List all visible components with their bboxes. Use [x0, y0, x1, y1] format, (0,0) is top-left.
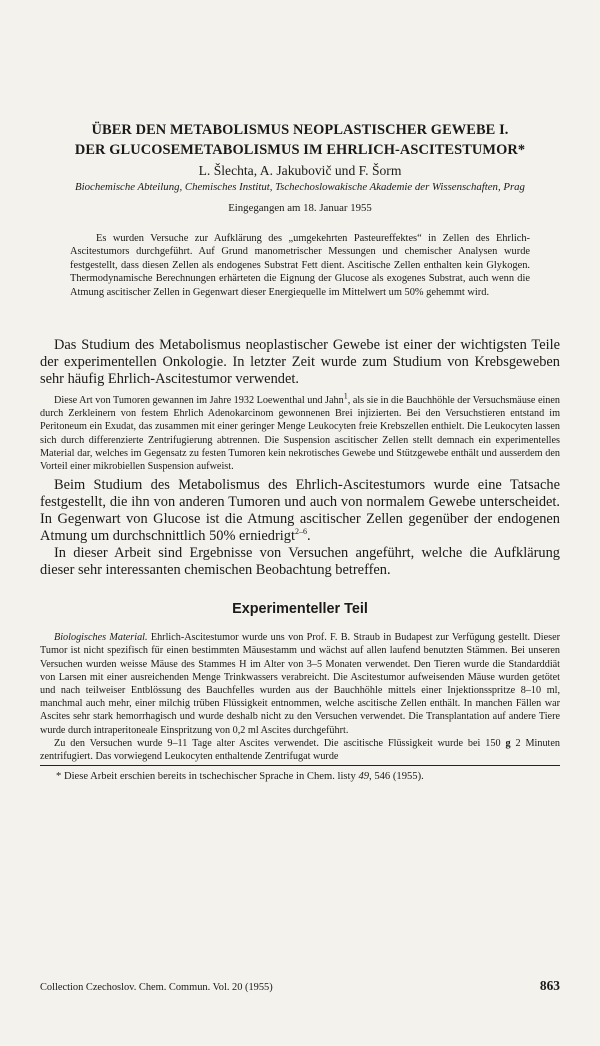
history-paragraph [40, 391, 561, 473]
intro-paragraph-1: Das Studium des Metabolismus neoplastischer Gewebe ist einer der wichtigsten Teile der experimentellen Onkologie. In letzter Zeit wurde zum Studium von Krebsgeweben sehr häufig Ehrlich-Ascitestumor verwendet. [40, 337, 560, 388]
footnote-text-b: , 546 (1955). [369, 771, 424, 783]
title-line-2: DER GLUCOSEMETABOLISMUS IM EHRLICH-ASCITESTUMOR* [74, 142, 526, 158]
page-number: 863 [539, 978, 560, 993]
unit-g: g [505, 737, 511, 749]
history-text-b: , als sie in die Bauchhöhle der Versuchsmäuse einen durch Zerkleinern von festem Ehrlich Adenokarcinom gewonnenen Brei injizierten. Bei den Versuchstieren entstand im Peritoneum ein Exudat, das zusammen mit einer geringer Menge Leukocyten freie Krebszellen enthielt. Die Leukocyten lassen sich durch differenzierte Zentrifugierung abtrennen. Die Suspension ascitischer Zellen stellt demnach ein experimentelles Material dar, welches im Gegensatz zu festen Tumoren kein nekrotisches Gewebe und Stützgewebe enthält und ausserdem den Vorteil einer mikrobiellen Suspension aufweist. [40, 395, 561, 473]
affiliation: Biochemische Abteilung, Chemisches Institut, Tschechoslowakische Akademie der Wissenschaften, Prag [75, 181, 525, 193]
centrifugation-text-a: Zu den Versuchen wurde 9–11 Tage alter Ascites verwendet. Die ascitische Flüssigkeit wurde bei 150 [54, 737, 506, 749]
footnote [40, 770, 560, 784]
centrifugation-text-b: 2 Minuten zentrifugiert. Das vorwiegend Leukocyten enthaltende Zentrifugat wurde [40, 737, 561, 763]
intro-paragraph-3: In dieser Arbeit sind Ergebnisse von Versuchen angeführt, welche die Aufklärung dieser sehr interessanten chemischen Beobachtung betreffen. [40, 545, 560, 579]
intro2-text-b: . [306, 528, 311, 545]
paper-page [0, 120, 600, 1046]
biological-material-text: Ehrlich-Ascitestumor wurde uns von Prof. F. B. Straub in Budapest zur Verfügung gestellt. Dieser Tumor ist nicht spezifisch für einen bestimmten Mäusestamm und wächst auf allen laufend benutzten Stämmen. Bei unseren Versuchen wurden weisse Mäuse des Stammes H im Alter von 3–5 Monaten verwendet. Den Tieren wurde die Standarddiät von Larsen mit einer ausreichenden Menge Trinkwassers verabreicht. Die Ascitestumor aufweisenden Mäuse wurden getötet und nach teilweiser Entblössung des Bauchfelles wurden aus der Bauchhöhle mittels einer Injektionsspritze 8–10 ml, manchmal auch mehr, einer milchig trüben Flüssigkeit entnommen, welche ascitische Zellen enthält. In manchen Fällen war Ascites sehr stark hemorrhagisch und wurde deshalb nicht zu den Versuchen verwendet. Die Transplantation auf andere Tiere wurde durch intraperitoneale Einspritzung von 0,2 ml Ascites durchgeführt. [40, 632, 560, 736]
reference-1: 1 [343, 391, 348, 401]
history-text-a: Diese Art von Tumoren gewannen im Jahre 1932 Loewenthal und Jahn [54, 395, 344, 407]
footnote-rule [40, 765, 560, 766]
received-date: Eingegangen am 18. Januar 1955 [228, 202, 372, 214]
page-footer [40, 978, 560, 994]
intro-paragraph-2 [40, 477, 560, 545]
section-heading-experimental: Experimenteller Teil [232, 601, 368, 618]
reference-2-6: 2–6 [294, 527, 307, 537]
biological-material-paragraph [40, 631, 560, 737]
centrifugation-paragraph [40, 737, 560, 763]
paper-title [40, 120, 560, 160]
footnote-text-a: * Diese Arbeit erschien bereits in tschechischer Sprache in Chem. listy [56, 771, 359, 783]
journal-citation: Collection Czechoslov. Chem. Commun. Vol. 20 (1955) [40, 982, 273, 993]
title-line-1: ÜBER DEN METABOLISMUS NEOPLASTISCHER GEWEBE I. [91, 122, 509, 138]
abstract: Es wurden Versuche zur Aufklärung des „umgekehrten Pasteureffektes“ in Zellen des Ehrlich-Ascitestumors durchgeführt. Auf Grund manometrischer Messungen und chemischer Analysen wurde festgestellt, dass diesen Zellen als endogenes Substrat Fett dient. Ascitische Zellen enthalten kein Glykogen. Thermodynamische Berechnungen erhärteten die Eignung der Glucose als exogenes Substrat, auch wenn die Atmung ascitischer Zellen in Gegenwart dieser Energiequelle im Mittelwert um 50% gehemmt wird. [70, 233, 530, 298]
intro2-text-a: Beim Studium des Metabolismus des Ehrlich-Ascitestumors wurde eine Tatsache festgestellt, die ihn von anderen Tumoren und auch von normalem Gewebe unterscheidet. In Gegenwart von Glucose ist die Atmung ascitischer Zellen gegenüber der endogenen Atmung um durchschnittlich 50% erniedrigt [40, 477, 560, 545]
authors: L. Šlechta, A. Jakubovič und F. Šorm [198, 163, 402, 178]
paragraph-lead: Biologisches Material. [54, 632, 148, 644]
footnote-volume: 49 [358, 771, 370, 783]
